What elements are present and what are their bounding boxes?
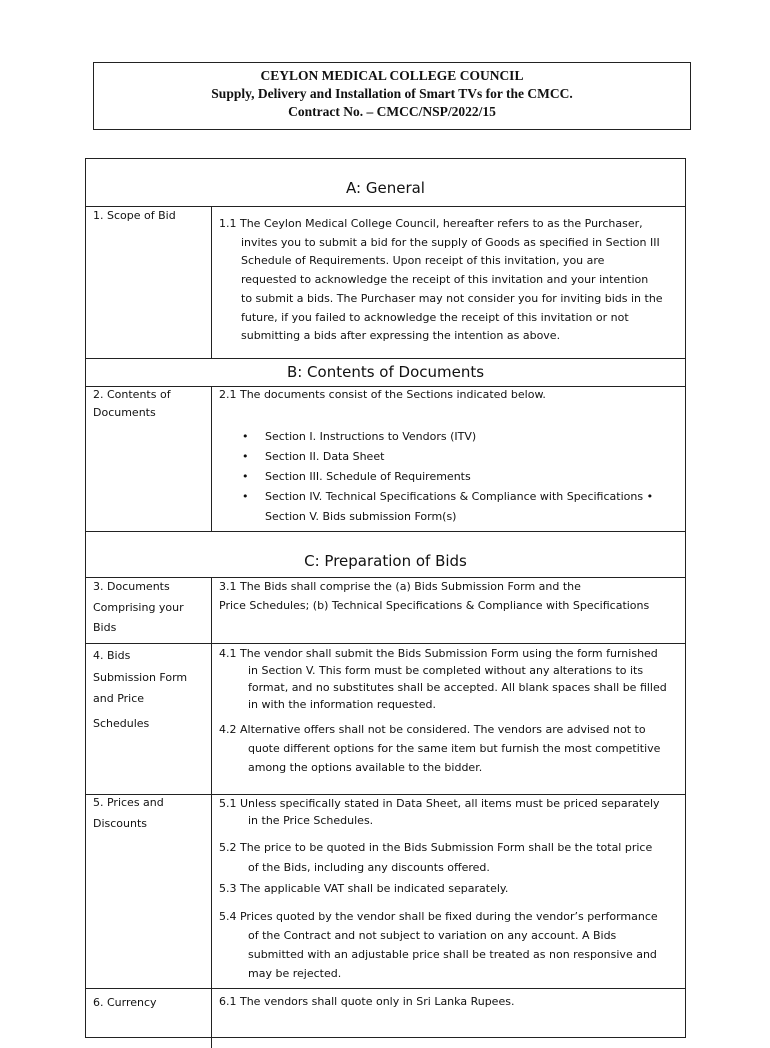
- p52-line: 5.2 The price to be quoted in the Bids Submission Form shall be the total price: [219, 841, 653, 854]
- section-b-title: B: Contents of Documents: [286, 363, 485, 381]
- divider: [86, 358, 685, 359]
- prices-p52: [219, 838, 652, 878]
- scope-line: Schedule of Requirements. Upon receipt of this invitation, you are: [241, 254, 605, 268]
- p41-line: 4.1 The vendor shall submit the Bids Submission Form using the form furnished: [219, 647, 658, 660]
- label-line: 2. Contents of: [93, 388, 171, 401]
- section-a-title: A: General: [346, 179, 425, 197]
- p42-line: among the options available to the bidder.: [248, 761, 483, 774]
- contents-section-list: [240, 427, 653, 507]
- row-label-contents: [93, 386, 171, 422]
- label-line: Documents: [93, 406, 156, 419]
- label-line: Schedules: [93, 716, 150, 730]
- label-line: Bids: [93, 621, 117, 634]
- scope-line: invites you to submit a bid for the supply of Goods as specified in Section III: [241, 235, 660, 249]
- p54-line: may be rejected.: [248, 967, 342, 980]
- p54-line: of the Contract and not subject to variation on any account. A Bids: [248, 929, 617, 942]
- row-label-documents: [93, 577, 184, 639]
- p54-line: 5.4 Prices quoted by the vendor shall be fixed during the vendor’s performance: [219, 910, 658, 923]
- list-item: • Section I. Instructions to Vendors (ITV): [240, 427, 653, 447]
- p42-line: 4.2 Alternative offers shall not be considered. The vendors are advised not to: [219, 723, 646, 736]
- scope-line: 1.1 The Ceylon Medical College Council, hereafter refers to as the Purchaser,: [219, 217, 643, 230]
- label-line: Comprising your: [93, 600, 184, 614]
- column-divider: [211, 206, 212, 358]
- p42-line: quote different options for the same item but furnish the most competitive: [248, 742, 661, 755]
- label-line: 3. Documents: [93, 580, 170, 593]
- divider: [86, 206, 685, 207]
- prices-p51: [219, 795, 660, 829]
- documents-line: 3.1 The Bids shall comprise the (a) Bids Submission Form and the: [219, 580, 581, 593]
- currency-text: 6.1 The vendors shall quote only in Sri Lanka Rupees.: [219, 995, 515, 1008]
- prices-p54: [219, 907, 658, 983]
- label-line: Submission Form: [93, 670, 188, 684]
- scope-line: to submit a bids. The Purchaser may not consider you for inviting bids in the: [241, 291, 663, 305]
- instructions-table: [85, 158, 686, 1038]
- documents-text: [219, 578, 649, 615]
- contents-tail: Section V. Bids submission Form(s): [265, 510, 457, 523]
- p41-line: in with the information requested.: [248, 698, 436, 711]
- scope-line: future, if you failed to acknowledge the receipt of this invitation or not: [241, 310, 629, 324]
- column-divider: [211, 794, 212, 988]
- documents-line: Price Schedules; (b) Technical Specifications & Compliance with Specifications: [219, 598, 650, 612]
- list-item: • Section II. Data Sheet: [240, 447, 653, 467]
- document-header: [93, 62, 691, 130]
- document-subject: Supply, Delivery and Installation of Smart TVs for the CMCC.: [211, 86, 573, 101]
- column-divider: [211, 643, 212, 794]
- contents-intro: 2.1 The documents consist of the Sections indicated below.: [219, 388, 546, 401]
- label-line: and Price: [93, 692, 145, 705]
- p51-line: in the Price Schedules.: [248, 814, 374, 827]
- list-item: • Section III. Schedule of Requirements: [240, 467, 653, 487]
- submission-p42: [219, 720, 660, 777]
- column-divider: [211, 386, 212, 531]
- label-line: 4. Bids: [93, 649, 131, 662]
- section-c-title: C: Preparation of Bids: [304, 552, 467, 570]
- row-label-submission: [93, 645, 187, 734]
- row-label-scope: 1. Scope of Bid: [93, 209, 176, 222]
- council-name: CEYLON MEDICAL COLLEGE COUNCIL: [260, 68, 524, 83]
- divider: [86, 531, 685, 532]
- column-divider: [211, 988, 212, 1048]
- scope-line: submitting a bids after expressing the intention as above.: [241, 329, 561, 343]
- scope-line: requested to acknowledge the receipt of this invitation and your intention: [241, 273, 649, 287]
- row-label-currency: 6. Currency: [93, 996, 157, 1009]
- divider: [86, 643, 685, 644]
- label-line: Discounts: [93, 816, 148, 830]
- divider: [86, 988, 685, 989]
- p54-line: submitted with an adjustable price shall be treated as non responsive and: [248, 948, 657, 961]
- row-label-prices: [93, 793, 164, 834]
- submission-p41: [219, 645, 667, 713]
- label-line: 5. Prices and: [93, 796, 164, 809]
- column-divider: [211, 577, 212, 643]
- list-item: • Section IV. Technical Specifications & Compliance with Specifications •: [240, 487, 653, 507]
- p51-line: 5.1 Unless specifically stated in Data Sheet, all items must be priced separately: [219, 797, 660, 810]
- prices-p53: 5.3 The applicable VAT shall be indicated separately.: [219, 882, 509, 895]
- contract-number: Contract No. – CMCC/NSP/2022/15: [288, 104, 496, 119]
- p41-line: format, and no substitutes shall be accepted. All blank spaces shall be filled: [248, 681, 667, 694]
- scope-text: [219, 215, 663, 346]
- p52-line: of the Bids, including any discounts offered.: [248, 861, 490, 874]
- p41-line: in Section V. This form must be completed without any alterations to its: [248, 664, 644, 677]
